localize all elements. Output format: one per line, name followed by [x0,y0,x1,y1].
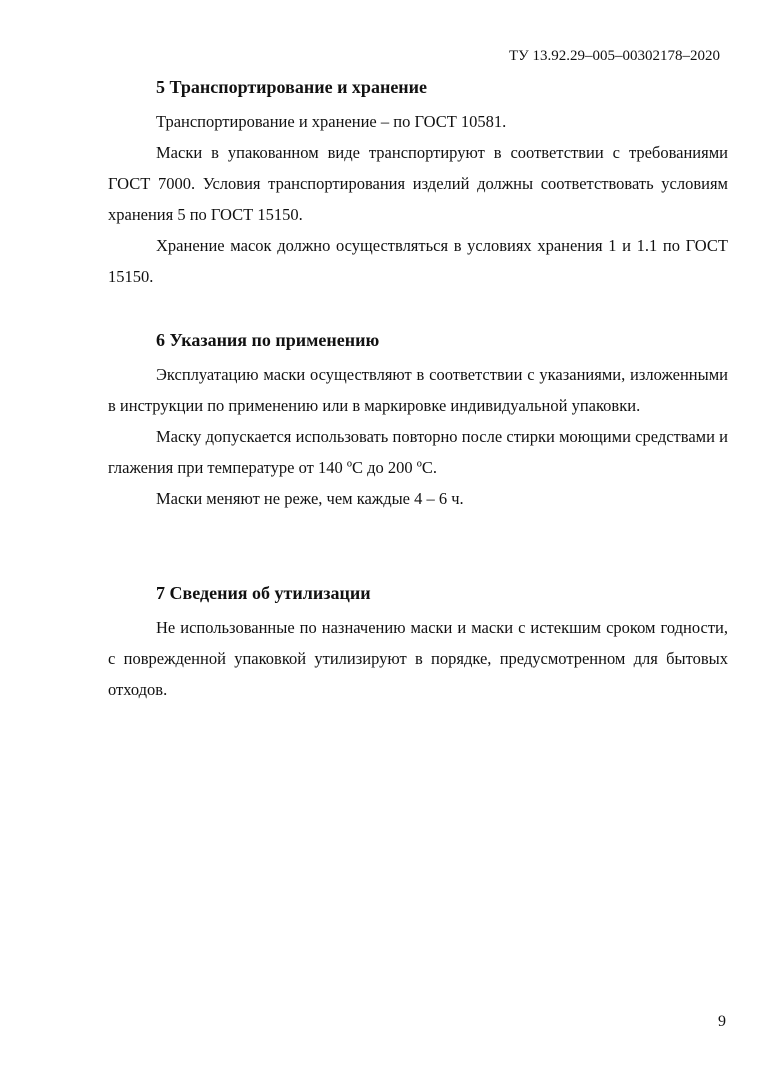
document-code-header: ТУ 13.92.29–005–00302178–2020 [508,48,720,64]
paragraph: Транспортирование и хранение – по ГОСТ 10581. [156,112,507,131]
section-heading: 7 Сведения об утилизации [156,583,371,603]
section-heading: 6 Указания по применению [156,330,380,350]
section-usage-instructions [108,325,728,514]
paragraph: Маски в упакованном виде транспортируют в соответствии с требованиями ГОСТ 7000. Условия транспортирования изделий должны соответствовать условиям хранения 5 по ГОСТ 15150. [108,143,728,224]
page-number: 9 [718,1013,726,1030]
paragraph: Не использованные по назначению маски и маски с истекшим сроком годности, с поврежденной упаковкой утилизируют в порядке, предусмотренном для бытовых отходов. [108,618,728,699]
section-disposal [108,578,728,705]
paragraph: Маску допускается использовать повторно после стирки моющими средствами и глажения при температуре от 140 ºC до 200 ºC. [108,427,728,477]
section-transportation-storage [108,72,728,292]
paragraph: Хранение масок должно осуществляться в условиях хранения 1 и 1.1 по ГОСТ 15150. [108,236,728,286]
paragraph: Маски меняют не реже, чем каждые 4 – 6 ч. [156,489,464,508]
section-heading: 5 Транспортирование и хранение [156,77,428,97]
paragraph: Эксплуатацию маски осуществляют в соответствии с указаниями, изложенными в инструкции по применению или в маркировке индивидуальной упаковки. [108,365,728,415]
